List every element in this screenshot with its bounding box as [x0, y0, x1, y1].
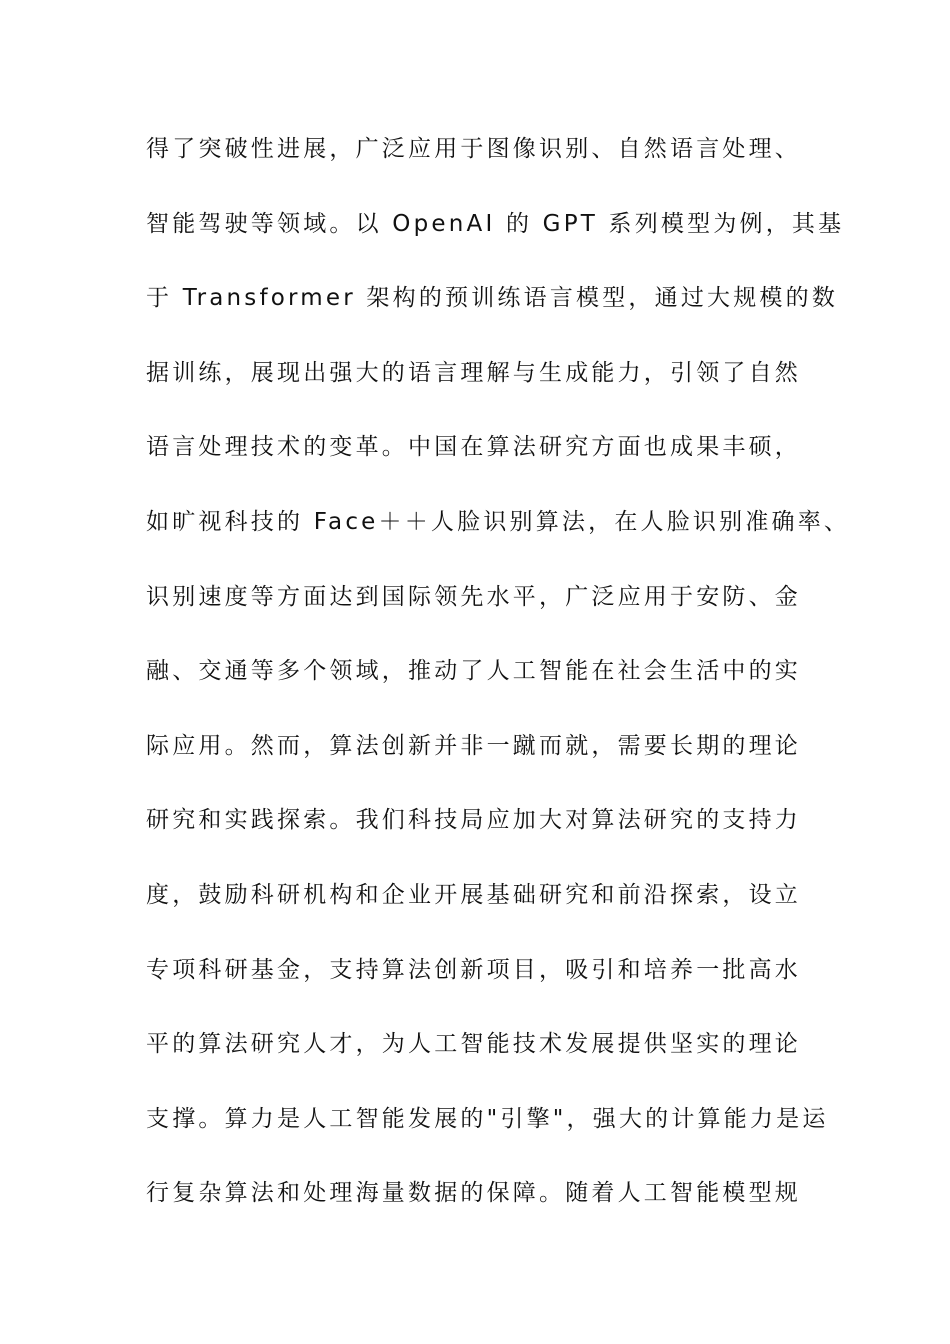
- text-line: 识别速度等方面达到国际领先水平，广泛应用于安防、金: [146, 583, 801, 610]
- text-line: 行复杂算法和处理海量数据的保障。随着人工智能模型规: [146, 1180, 801, 1207]
- text-line: 于 Transformer 架构的预训练语言模型，通过大规模的数: [146, 285, 839, 312]
- text-line: 智能驾驶等领域。以 OpenAI 的 GPT 系列模型为例，其基: [146, 210, 845, 237]
- text-line: 度，鼓励科研机构和企业开展基础研究和前沿探索，设立: [146, 881, 801, 908]
- text-line: 平的算法研究人才，为人工智能技术发展提供坚实的理论: [146, 1031, 801, 1058]
- text-line: 语言处理技术的变革。中国在算法研究方面也成果丰硕，: [146, 434, 801, 461]
- text-line: 支撑。算力是人工智能发展的"引擎"，强大的计算能力是运: [146, 1105, 829, 1132]
- text-line: 研究和实践探索。我们科技局应加大对算法研究的支持力: [146, 807, 801, 834]
- text-line: 如旷视科技的 Face＋＋人脸识别算法，在人脸识别准确率、: [146, 508, 851, 535]
- text-line: 际应用。然而，算法创新并非一蹴而就，需要长期的理论: [146, 732, 801, 759]
- body-text: [146, 131, 851, 1250]
- text-line: 据训练，展现出强大的语言理解与生成能力，引领了自然: [146, 359, 801, 386]
- text-line: 专项科研基金，支持算法创新项目，吸引和培养一批高水: [146, 956, 801, 983]
- text-line: 融、交通等多个领域，推动了人工智能在社会生活中的实: [146, 658, 801, 685]
- text-line: 得了突破性进展，广泛应用于图像识别、自然语言处理、: [146, 136, 801, 162]
